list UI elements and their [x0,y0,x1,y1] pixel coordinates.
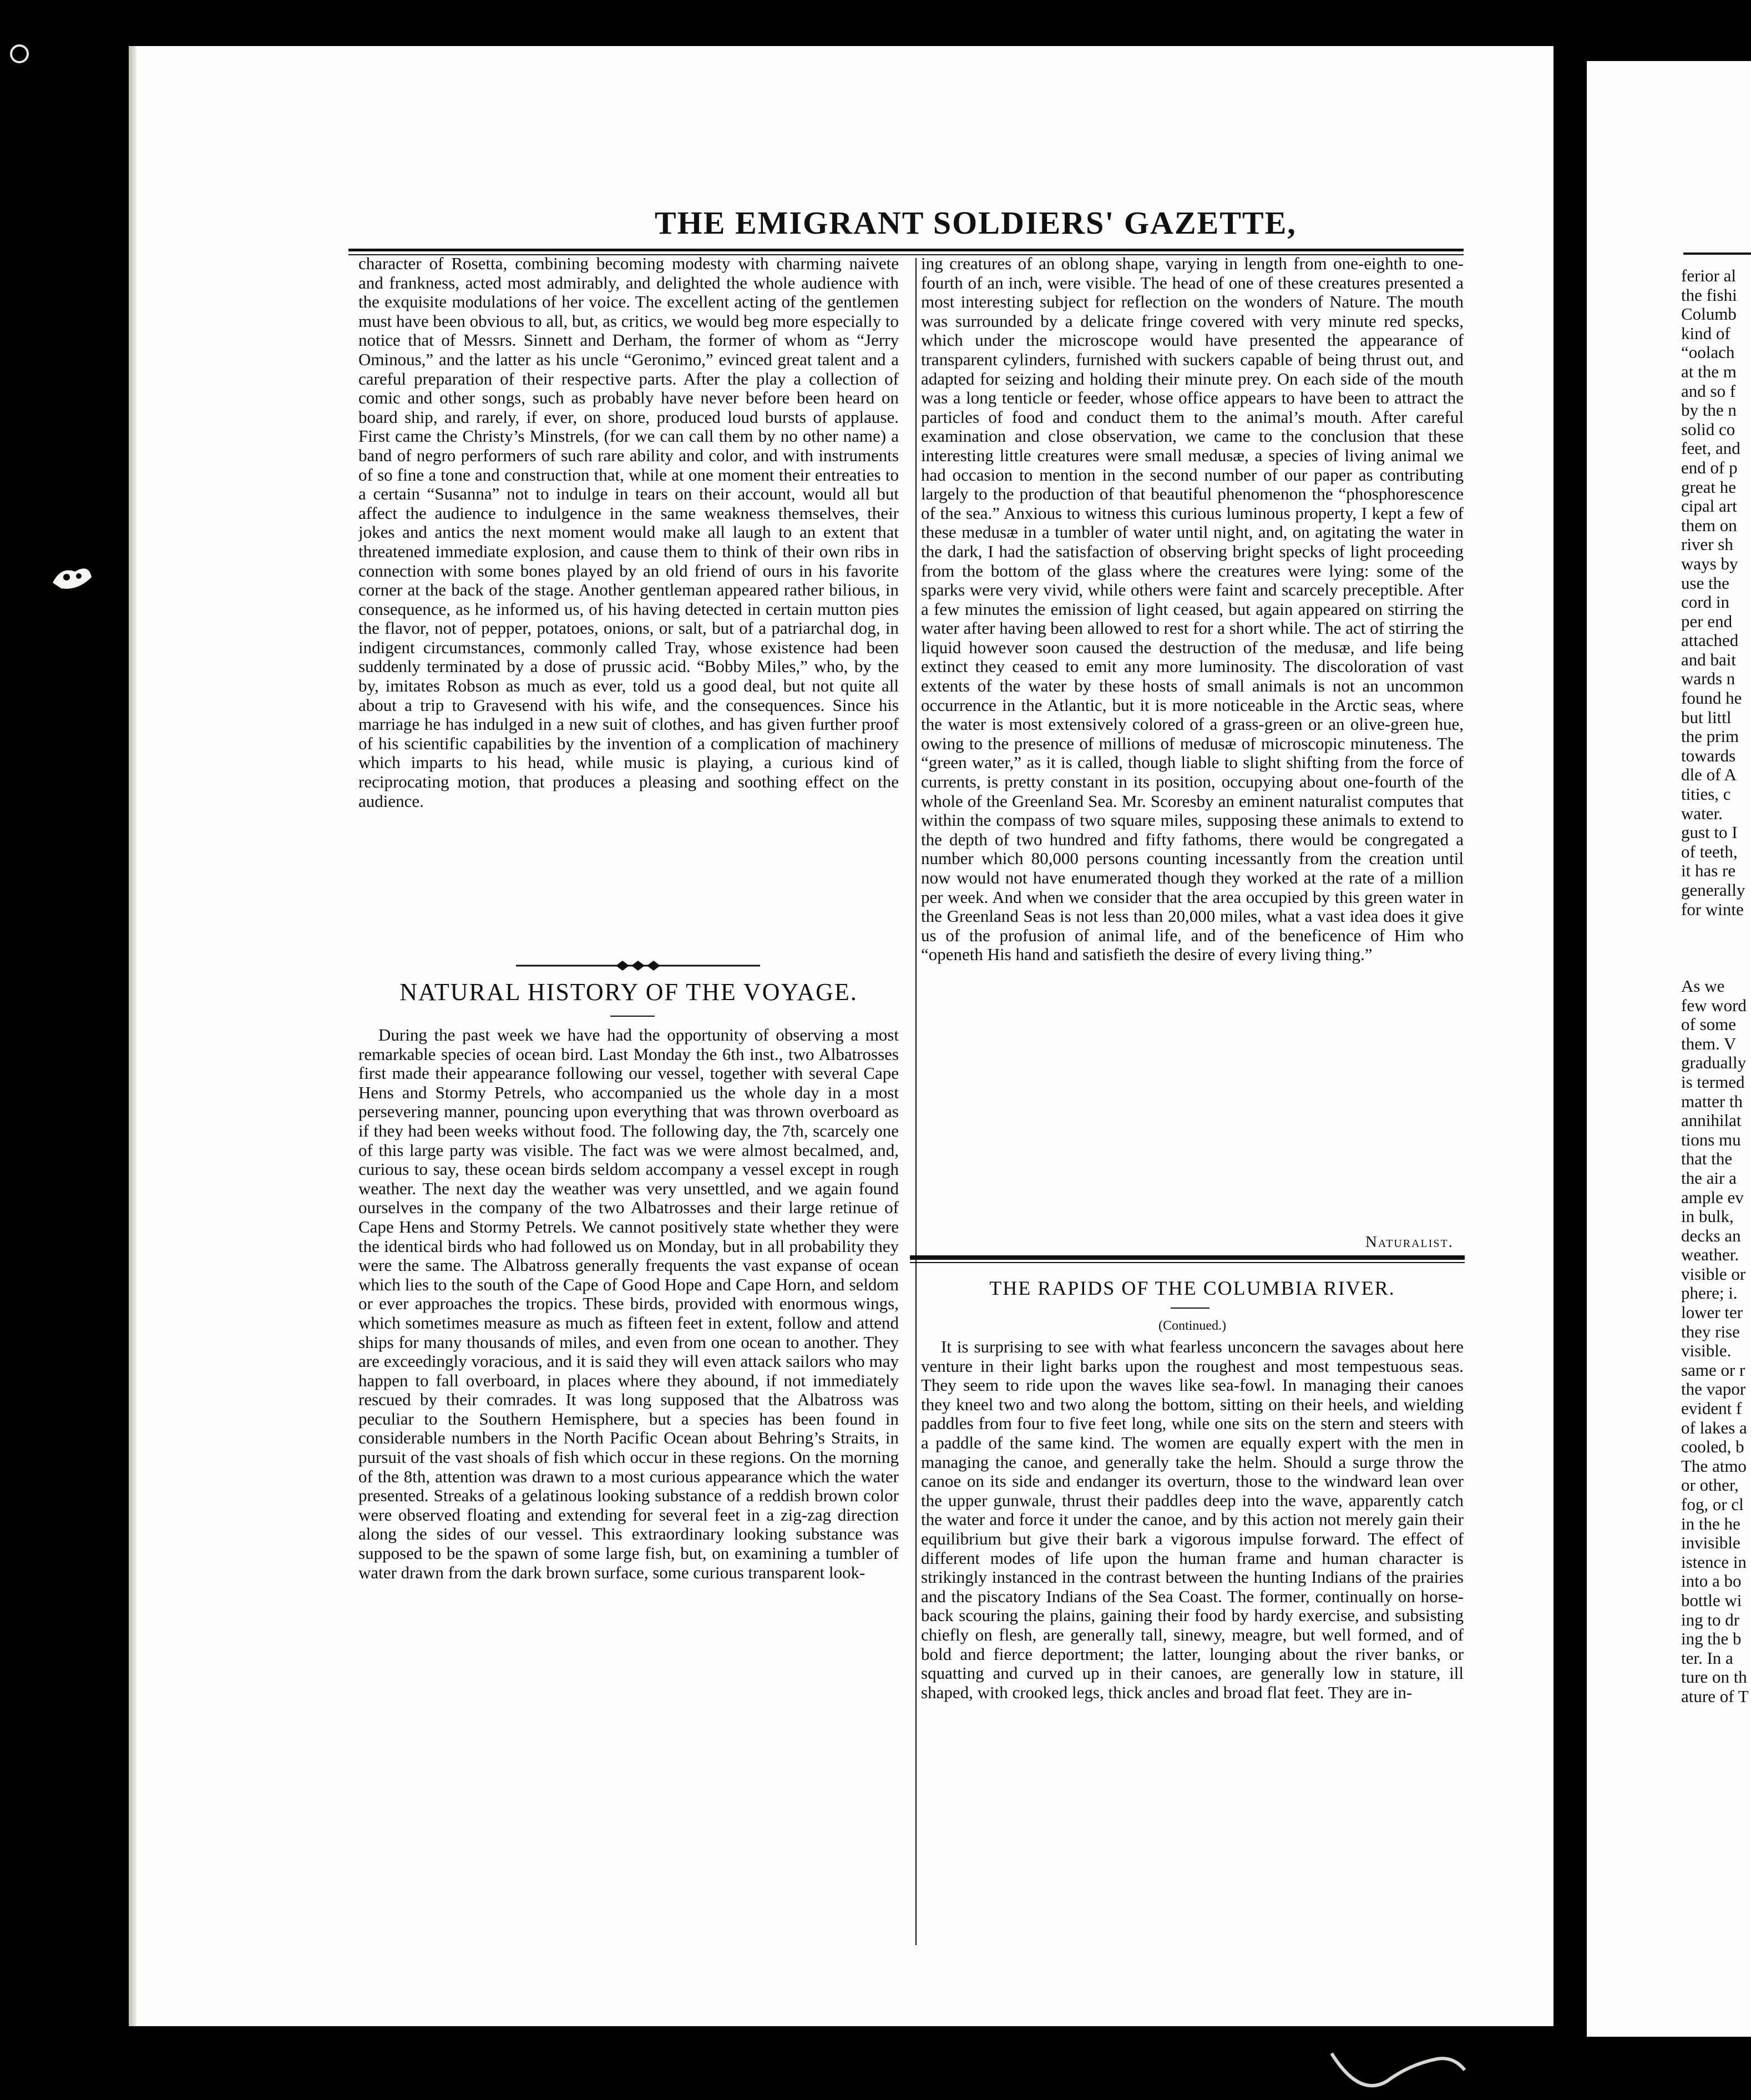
author-signature: Naturalist. [1365,1233,1454,1251]
facing-page-line: evident f [1681,1399,1742,1418]
facing-page-rule [1683,253,1751,255]
facing-page-column [1681,266,1751,1707]
facing-page-line: and so f [1681,381,1736,401]
scan-mark-corner [10,44,29,63]
facing-page-line: in the he [1681,1513,1740,1533]
facing-page-line: cord in [1681,592,1729,612]
facing-page-line [1681,919,1751,938]
facing-page-line [1681,957,1751,977]
rapids-short-rule [1171,1308,1209,1309]
facing-page-line: but littl [1681,707,1732,727]
facing-page-line: water. [1681,803,1723,823]
facing-page-line: As we [1681,976,1725,996]
facing-page-line: river sh [1681,534,1733,554]
facing-page-line: fog, or cl [1681,1495,1744,1514]
facing-page-line: invisible [1681,1533,1740,1553]
facing-page-line: ways by [1681,553,1738,573]
facing-page-line: the fishi [1681,285,1737,305]
facing-page-line: the air a [1681,1168,1737,1188]
natural-history-continuation: ing creatures of an oblong shape, varying in length from one-eighth to one-fourth of an inch, were visible. The head of one of these creatures presented a most interesting subject for reflection on the wonders of Nature. The mouth was surrounded by a delicate fringe covered with very minute red specks, which under the microscope would have presented the appearance of transparent cylinders, furnished with suckers capable of being thrust out, and adapted for seizing and holding their minute prey. On each side of the mouth was a long tenticle or feeder, whose office appears to have been to attract the particles of food and conduct them to the animal’s mouth. After careful examination and close observation, we came to the conclusion that these interesting little creatures were small medusæ, a species of living animal we had occasion to mention in the second number of our paper as contributing largely to the production of that beautiful phenomenon the “phosphorescence of the sea.” Anxious to witness this curious luminous property, I kept a few of these medusæ in a tumbler of water until night, and, on agitating the water in the dark, I had the satisfaction of observing bright specks of light proceeding from the bottom of the glass where the creatures were lying: some of the sparks were very vivid, while others were faint and scarcely preceptible. After a few minutes the emission of light ceased, but again appeared on stirring the water after having been allowed to rest for a short while. The act of stirring the liquid however soon caused the destruction of the medusæ, and life being extinct they ceased to emit any more luminosity. The discoloration of vast extents of the water by these hosts of small animals is not an uncommon occurrence in the Atlantic, but it is more noticeable in the Arctic seas, where the water is most extensively colored of a grass-green or an olive-green hue, owing to the presence of millions of medusæ of microscopic minuteness. The “green water,” as it is called, though liable to slight shifting from the force of currents, is pretty constant in its position, occupying about one-fourth of the whole of the Greenland Sea. Mr. Scoresby an eminent naturalist computes that within the compass of two square miles, supposing these animals to extend to the depth of two hundred and fifty fathoms, there would be congregated a number which 80,000 persons counting incessantly from the creation until now would not have enumerated though they worked at the rate of a million per week. And when we consider that the area occupied by this green water in the Greenland Seas is not less than 20,000 miles, what a vast idea does it give us of the profusion of animal life, and of the beneficence of Him who “openeth His hand and satisfieth the desire of every living thing.” [921,254,1464,965]
facing-page-line: of lakes a [1681,1417,1747,1437]
facing-page-line: tities, c [1681,784,1731,804]
facing-page-line: end of p [1681,457,1738,477]
facing-page-line: wards n [1681,669,1735,689]
facing-page-line: gradually [1681,1053,1747,1073]
natural-history-right-text [921,254,1464,1234]
facing-page-line: cipal art [1681,496,1737,516]
facing-page-line: same or r [1681,1360,1745,1380]
facing-page-line: at the m [1681,361,1737,381]
facing-page-line: in bulk, [1681,1207,1734,1226]
facing-page-line: cooled, b [1681,1437,1744,1457]
facing-page-line: of teeth, [1681,841,1738,861]
facing-page-line: “oolach [1681,342,1735,362]
facing-page-line: ture on th [1681,1667,1747,1687]
facing-page-line: the vapor [1681,1379,1746,1399]
facing-page-line: them. V [1681,1033,1737,1053]
facing-page-line: ferior al [1681,266,1736,285]
facing-page-line: ample ev [1681,1187,1744,1207]
facing-page-line: solid co [1681,419,1735,439]
facing-page-line: few word [1681,995,1747,1015]
facing-page-line: ing to dr [1681,1609,1740,1629]
facing-page-line: use the [1681,573,1729,593]
facing-page-line: great he [1681,477,1736,497]
theatre-review-paragraph: character of Rosetta, combining becoming modesty with charming naivete and frankness, acted most admirably, and delighted the whole audience with the exquisite modulations of her voice. The excellent acting of the gentlemen must have been obvious to all, but, as critics, we would beg more especially to notice that of Messrs. Sinnett and Derham, the former of whom as “Jerry Ominous,” and the latter as his uncle “Geronimo,” evinced great talent and a careful preparation of their respective parts. After the play a collection of comic and other songs, such as probably have never before been heard on board ship, and rarely, if ever, on shore, produced loud bursts of applause. First came the Christy’s Minstrels, (for we can call them by no other name) a band of negro performers of such rare ability and color, and with instruments of so fine a tone and construction that, while at one moment their entreaties to a certain “Susanna” not to indulge in tears on their account, would all but affect the audience to indulgence in the same weakness themselves, their jokes and antics the next moment would make all laugh to an extent that threatened immediate explosion, and cause them to think of their own ribs in connection with some bones played by an old friend of ours in his favorite corner at the back of the stage. Another gentleman appeared rather bilious, in consequence, as he informed us, of his having detected in certain mutton pies the flavor, not of pepper, potatoes, onions, or salt, but of a patriarchal dog, in indigent circumstances, commonly called Tray, whose existence had been suddenly terminated by a dose of prussic acid. “Bobby Miles,” who, by the by, imitates Robson as much as ever, told us a good deal, but not quite all about a trip to Gravesend with his wife, and the consequences. Since his marriage he has indulged in a new suit of clothes, and has given further proof of his scientific capabilities by the invention of a complication of machinery which imparts to his head, while music is playing, a curious kind of reciprocating motion, that produces a pleasing and soothing effect on the audience. [358,254,899,811]
facing-page-line: bottle wi [1681,1590,1742,1610]
theatre-review-text [358,254,899,965]
facing-page-line: attached [1681,630,1739,650]
heading-short-rule [610,1016,655,1017]
facing-page-line: istence in [1681,1552,1747,1572]
rapids-heading: THE RAPIDS OF THE COLUMBIA RIVER. [989,1277,1395,1299]
facing-page-line: found he [1681,688,1742,708]
facing-page-line: or other, [1681,1475,1739,1495]
facing-page-line: annihilat [1681,1110,1742,1130]
facing-page-line: feet, and [1681,438,1740,458]
rapids-text [921,1337,1464,1951]
facing-page-line: visible. [1681,1341,1732,1361]
rapids-paragraph: It is surprising to see with what fearless unconcern the savages about here venture in their light barks upon the roughest and most tempestuous seas. They seem to ride upon the waves like sea-fowl. In managing their canoes they kneel two and two along the bottom, sitting on their heels, and wielding paddles from four to five feet long, while one sits on the stern and steers with a paddle of the same kind. The women are equally expert with the men in managing the canoe, and generally take the helm. Should a surge throw the canoe on its side and endanger its overturn, those to the windward lean over the upper gunwale, thrust their paddles deep into the wave, apparently catch the water and force it under the canoe, and by this action not merely gain their equilibrium but give their bark a vigorous impulse forward. The effect of different modes of life upon the human frame and human character is strikingly instanced in the contrast between the hunting Indians of the prairies and the piscatory Indians of the Sea Coast. The former, continually on horse-back scouring the plains, gaining their food by hardy exercise, and subsisting chiefly on flesh, are generally tall, sinewy, meagre, but well formed, and of bold and fierce deportment; the latter, lounging about the river banks, or squatting and curved up in their canoes, are generally low in stature, ill shaped, with crooked legs, thick ancles and broad flat feet. They are in- [921,1337,1464,1702]
facing-page-line: and bait [1681,649,1736,669]
facing-page-line: is termed [1681,1072,1745,1092]
facing-page-line [1681,938,1751,958]
facing-page-line: the prim [1681,726,1739,746]
continued-label: (Continued.) [1158,1319,1226,1333]
facing-page-line: phere; i. [1681,1283,1738,1303]
facing-page-line: tions mu [1681,1129,1741,1149]
facing-page-line: of some [1681,1014,1737,1034]
facing-page-line: into a bo [1681,1571,1742,1591]
natural-history-left-text [358,1026,899,1955]
facing-page-line: Columb [1681,304,1737,324]
facing-page-line: for winte [1681,899,1744,919]
masthead: THE EMIGRANT SOLDIERS' GAZETTE, [655,205,1297,241]
facing-page-line: kind of [1681,323,1730,343]
facing-page-line: they rise [1681,1321,1740,1341]
facing-page-line: per end [1681,611,1733,631]
facing-page-line: ter. In a [1681,1648,1733,1668]
facing-page-line: matter th [1681,1091,1743,1111]
facing-page-line: ature of T [1681,1686,1749,1706]
facing-page-line: lower ter [1681,1303,1743,1322]
page-edge [129,46,136,2026]
facing-page-line: generally [1681,880,1745,900]
masthead-rule-thick [348,249,1464,251]
facing-page-line: The atmo [1681,1456,1747,1476]
facing-page-line: that the [1681,1149,1733,1169]
column-divider [915,258,917,1945]
section-rule-thin [910,1262,1465,1263]
scan-mark-bottom [1326,2048,1470,2098]
facing-page-line: them on [1681,515,1737,535]
facing-page-line: decks an [1681,1225,1741,1245]
facing-page-line: visible or [1681,1264,1746,1284]
natural-history-paragraph: During the past week we have had the opportunity of observing a most remarkable species of ocean bird. Last Monday the 6th inst., two Albatrosses first made their appearance following our vessel, together with several Cape Hens and Stormy Petrels, who accompanied us the whole day in a most persevering manner, pouncing upon everything that was thrown overboard as if they had been weeks without food. The following day, the 7th, scarcely one of this large party was visible. The fact was we were almost becalmed, and, curious to say, these ocean birds seldom accompany a vessel except in rough weather. The next day the weather was very unsettled, and we again found ourselves in the company of the two Albatrosses and their large retinue of Cape Hens and Stormy Petrels. We cannot positively state whether they were the identical birds who had followed us on Monday, but in all probability they were the same. The Albatross generally frequents the vast expanse of ocean which lies to the south of the Cape of Good Hope and Cape Horn, and seldom or ever approaches the tropics. These birds, provided with enormous wings, which sometimes measure as much as fifteen feet in extent, follow and attend ships for many thousands of miles, and even from one ocean to another. They are exceedingly voracious, and it is said they will even attack sailors who may happen to fall overboard, in places where they abound, if not immediately rescued by their comrades. It was long supposed that the Albatross was peculiar to the Southern Hemisphere, but a species has been found in considerable numbers in the North Pacific Ocean about Behring’s Straits, in pursuit of the vast shoals of fish which occur in these regions. On the morning of the 8th, attention was drawn to a most curious appearance which the water presented. Streaks of a gelatinous looking substance of a reddish brown color were observed floating and extending for several feet in a zig-zag direction along the sides of our vessel. This extraordinary looking substance was supposed to be the spawn of some large fish, but, on examining a tumbler of water drawn from the dark brown surface, some curious transparent look- [358,1026,899,1582]
scan-mark-left [50,561,94,594]
ornament-divider [516,959,760,972]
natural-history-heading: NATURAL HISTORY OF THE VOYAGE. [399,978,858,1006]
facing-page-line: gust to I [1681,822,1738,842]
facing-page-line: towards [1681,745,1736,765]
facing-page-line: weather. [1681,1245,1739,1265]
section-rule-thick [910,1255,1465,1260]
facing-page-line: ing the b [1681,1629,1742,1649]
facing-page-line: by the n [1681,400,1737,420]
facing-page-line: it has re [1681,861,1736,881]
facing-page-line: dle of A [1681,765,1737,785]
